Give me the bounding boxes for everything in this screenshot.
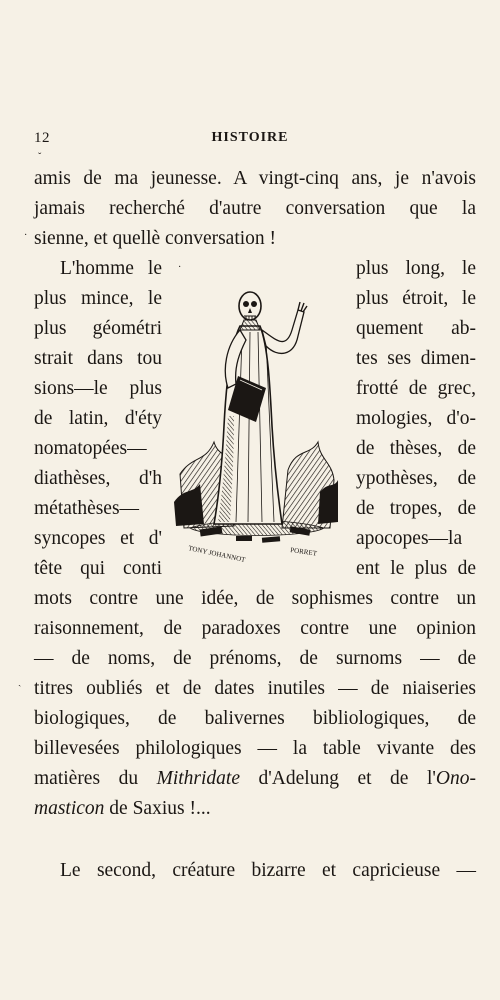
wrapped-line-left: L'homme le [60, 258, 162, 279]
text-fragment: de Saxius !... [104, 798, 211, 819]
text-line: jamais recherché d'autre conversation que la [34, 198, 476, 219]
text-line-mithridate [34, 764, 476, 794]
text-line: Le second, créature bizarre et capricieuse — [60, 860, 476, 881]
wrapped-line-right: plus long, le [356, 258, 476, 279]
wrapped-line-right: quement ab- [356, 318, 476, 339]
italic-title-onomasticon-end: masticon [34, 798, 105, 819]
wrapped-line-left: tête qui conti [34, 558, 162, 579]
engraver-signature-left: TONY JOHANNOT [187, 544, 247, 565]
text-line: mots contre une idée, de sophismes contre un [34, 588, 476, 609]
text-line: raisonnement, de paradoxes contre une opinion [34, 618, 476, 639]
wrapped-line-left: syncopes et d' [34, 528, 162, 549]
wrapped-line-right: de thèses, de [356, 438, 476, 459]
running-head [34, 130, 466, 154]
wrapped-line-left: sions—le plus [34, 378, 162, 399]
text-fragment: d'Adelung et de l' [240, 768, 436, 789]
text-line: amis de ma jeunesse. A vingt-cinq ans, je n'avois [34, 168, 476, 189]
wrapped-line-left: diathèses, d'h [34, 468, 162, 489]
wrapped-line-right: mologies, d'o- [356, 408, 476, 429]
paragraph-top [34, 164, 476, 254]
wrapped-line-right: apocopes—la [356, 528, 463, 549]
text-fragment: matières du [34, 768, 157, 789]
wrapped-line-left: plus mince, le [34, 288, 162, 309]
text-line-onomasticon [34, 794, 476, 824]
paragraph-bottom [34, 584, 476, 824]
stray-mark: ˇ [38, 152, 42, 163]
wrapped-line-left: plus géométri [34, 318, 162, 339]
text-line: — de noms, de prénoms, de surnoms — de [34, 648, 476, 669]
wrapped-line-left: strait dans tou [34, 348, 162, 369]
wrapped-line-right: ent le plus de [356, 558, 476, 579]
wrapped-line-left: de latin, d'éty [34, 408, 162, 429]
wrapped-line-right: de tropes, de [356, 498, 476, 519]
wrapped-line-right: plus étroit, le [356, 288, 476, 309]
stray-mark: · [178, 262, 182, 273]
italic-title-onomasticon-start: Ono- [435, 768, 476, 789]
stray-mark: · [24, 230, 28, 241]
skeleton-scholar-engraving-icon [170, 266, 340, 566]
stray-mark: ˏ [18, 676, 22, 687]
text-line: billevesées philologiques — la table vivante des [34, 738, 476, 759]
engraver-signature-right: PORRET [289, 546, 318, 558]
wrapped-line-right: frotté de grec, [356, 378, 476, 399]
text-line: titres oubliés et de dates inutiles — de niaiseries [34, 678, 476, 699]
paragraph-next [34, 856, 476, 886]
wrapped-line-left: nomatopées— [34, 438, 147, 459]
wrapped-line-right: ypothèses, de [356, 468, 476, 489]
wrapped-line-left: métathèses— [34, 498, 140, 519]
wrapped-line-right: tes ses dimen- [356, 348, 476, 369]
text-line: biologiques, de balivernes bibliologiques, de [34, 708, 476, 729]
running-title: HISTOIRE [211, 130, 289, 145]
text-line: sienne, et quellè conversation ! [34, 228, 277, 249]
italic-title-mithridate: Mithridate [156, 768, 241, 789]
page-number: 12 [34, 130, 50, 146]
